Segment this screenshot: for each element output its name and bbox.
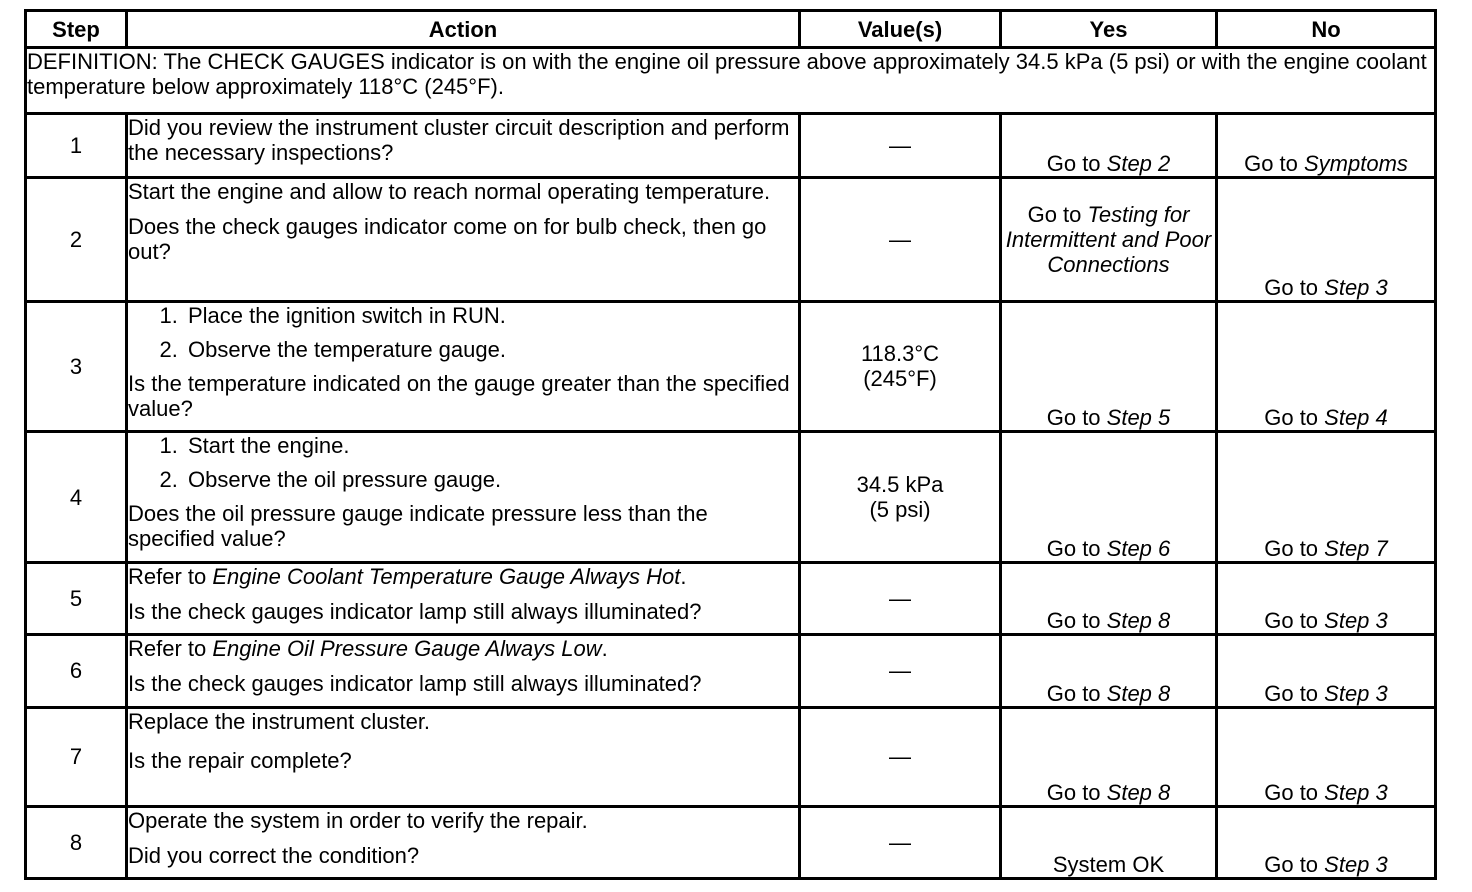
action-prefix: Refer to	[128, 636, 213, 662]
action-question: Does the oil pressure gauge indicate pressure less than the specified value?	[128, 500, 708, 551]
table-row	[26, 431, 1436, 562]
action-cell	[127, 301, 800, 431]
yes-prefix: Go to	[1046, 779, 1107, 805]
step-number: 1	[26, 114, 127, 178]
diagnostic-table	[24, 9, 1437, 880]
yes-link[interactable]: Step 6	[1106, 536, 1171, 562]
value-cell: —	[800, 635, 1001, 707]
no-cell	[1217, 114, 1436, 178]
no-prefix: Go to	[1264, 274, 1325, 300]
action-instruction: Operate the system in order to verify the repair.	[128, 807, 588, 833]
header-values: Value(s)	[800, 11, 1001, 48]
action-prefix: Refer to	[128, 564, 213, 590]
yes-prefix: Go to	[1046, 151, 1107, 177]
value-cell: —	[800, 806, 1001, 878]
value-secondary: (245°F)	[863, 366, 937, 392]
action-reference-link[interactable]: Engine Coolant Temperature Gauge Always Hot	[212, 564, 681, 590]
value-cell: —	[800, 563, 1001, 635]
no-cell	[1217, 563, 1436, 635]
yes-cell	[1001, 431, 1217, 562]
definition-text: DEFINITION: The CHECK GAUGES indicator is on with the engine oil pressure above approximately 34.5 kPa (5 psi) or with the engine coolant temperature below approximately 118°C (245°F).	[26, 48, 1436, 114]
yes-cell	[1001, 707, 1217, 806]
value-secondary: (5 psi)	[869, 497, 931, 523]
no-prefix: Go to	[1264, 536, 1325, 562]
action-step: 1. Place the ignition switch in RUN.	[184, 303, 798, 328]
action-step: 1. Start the engine.	[184, 433, 798, 458]
header-no: No	[1217, 11, 1436, 48]
action-steps	[128, 433, 798, 492]
no-prefix: Go to	[1264, 680, 1325, 706]
yes-link[interactable]: Step 8	[1106, 779, 1171, 805]
table-row	[26, 178, 1436, 301]
yes-cell	[1001, 635, 1217, 707]
action-question: Did you review the instrument cluster circuit description and perform the necessary inspections?	[128, 115, 790, 166]
no-link[interactable]: Step 3	[1324, 608, 1388, 634]
yes-link[interactable]: Step 8	[1106, 608, 1171, 634]
action-question: Is the temperature indicated on the gauge greater than the specified value?	[128, 370, 790, 421]
step-number: 4	[26, 431, 127, 562]
no-cell	[1217, 178, 1436, 301]
action-instruction: Replace the instrument cluster.	[128, 708, 431, 734]
value-cell: —	[800, 707, 1001, 806]
action-question: Does the check gauges indicator come on for bulb check, then go out?	[128, 214, 767, 265]
definition-row	[26, 48, 1436, 114]
yes-cell	[1001, 114, 1217, 178]
action-step: 2. Observe the temperature gauge.	[184, 337, 798, 362]
value-primary: 34.5 kPa	[856, 472, 944, 498]
action-cell	[127, 635, 800, 707]
header-action: Action	[127, 11, 800, 48]
no-cell	[1217, 301, 1436, 431]
action-instruction: Start the engine and allow to reach normal operating temperature.	[128, 179, 771, 205]
action-question: Is the check gauges indicator lamp still always illuminated?	[128, 599, 702, 625]
header-row	[26, 11, 1436, 48]
value-cell	[800, 431, 1001, 562]
step-number: 3	[26, 301, 127, 431]
yes-prefix: Go to	[1046, 680, 1107, 706]
yes-link[interactable]: Step 5	[1106, 404, 1171, 430]
step-number: 8	[26, 806, 127, 878]
table-row	[26, 563, 1436, 635]
no-cell	[1217, 431, 1436, 562]
no-cell	[1217, 707, 1436, 806]
step-number: 7	[26, 707, 127, 806]
no-prefix: Go to	[1244, 151, 1304, 177]
no-prefix: Go to	[1264, 608, 1325, 634]
action-question: Is the check gauges indicator lamp still always illuminated?	[128, 671, 702, 697]
yes-cell	[1001, 178, 1217, 301]
yes-prefix: Go to	[1046, 536, 1107, 562]
no-cell	[1217, 806, 1436, 878]
step-number: 2	[26, 178, 127, 301]
action-cell	[127, 563, 800, 635]
header-yes: Yes	[1001, 11, 1217, 48]
no-link[interactable]: Step 3	[1324, 680, 1388, 706]
table-row	[26, 635, 1436, 707]
value-cell: —	[800, 114, 1001, 178]
no-link[interactable]: Symptoms	[1304, 151, 1408, 177]
yes-link[interactable]: Step 2	[1106, 151, 1171, 177]
table-row	[26, 707, 1436, 806]
no-cell	[1217, 635, 1436, 707]
no-link[interactable]: Step 3	[1324, 852, 1388, 877]
no-link[interactable]: Step 4	[1324, 404, 1388, 430]
value-primary: 118.3°C	[860, 341, 940, 367]
no-link[interactable]: Step 7	[1324, 536, 1388, 562]
yes-prefix: Go to	[1046, 404, 1107, 430]
action-cell	[127, 806, 800, 878]
yes-link[interactable]: Testing for Intermittent and Poor Connections	[1005, 202, 1212, 277]
action-step: 2. Observe the oil pressure gauge.	[184, 467, 798, 492]
no-link[interactable]: Step 3	[1324, 779, 1388, 805]
action-instruction: Refer to Engine Coolant Temperature Gauge Always Hot.	[128, 564, 687, 590]
yes-cell	[1001, 563, 1217, 635]
no-prefix: Go to	[1264, 852, 1325, 877]
table-row	[26, 301, 1436, 431]
action-cell	[127, 707, 800, 806]
action-cell	[127, 178, 800, 301]
yes-cell: System OK	[1001, 806, 1217, 878]
action-question: Is the repair complete?	[128, 747, 352, 773]
value-cell: —	[800, 178, 1001, 301]
step-number: 6	[26, 635, 127, 707]
action-question: Did you correct the condition?	[128, 842, 420, 868]
header-step: Step	[26, 11, 127, 48]
action-instruction: Refer to Engine Oil Pressure Gauge Always Low.	[128, 636, 608, 662]
yes-prefix: Go to	[1046, 608, 1107, 634]
yes-link[interactable]: Step 8	[1106, 680, 1171, 706]
action-steps	[128, 303, 798, 362]
yes-cell	[1001, 301, 1217, 431]
table-row	[26, 114, 1436, 178]
value-cell	[800, 301, 1001, 431]
action-cell	[127, 431, 800, 562]
no-prefix: Go to	[1264, 404, 1325, 430]
yes-prefix: Go to	[1027, 202, 1088, 227]
step-number: 5	[26, 563, 127, 635]
no-prefix: Go to	[1264, 779, 1325, 805]
table-row	[26, 806, 1436, 878]
action-reference-link[interactable]: Engine Oil Pressure Gauge Always Low	[212, 636, 602, 662]
no-link[interactable]: Step 3	[1324, 274, 1388, 300]
action-cell	[127, 114, 800, 178]
